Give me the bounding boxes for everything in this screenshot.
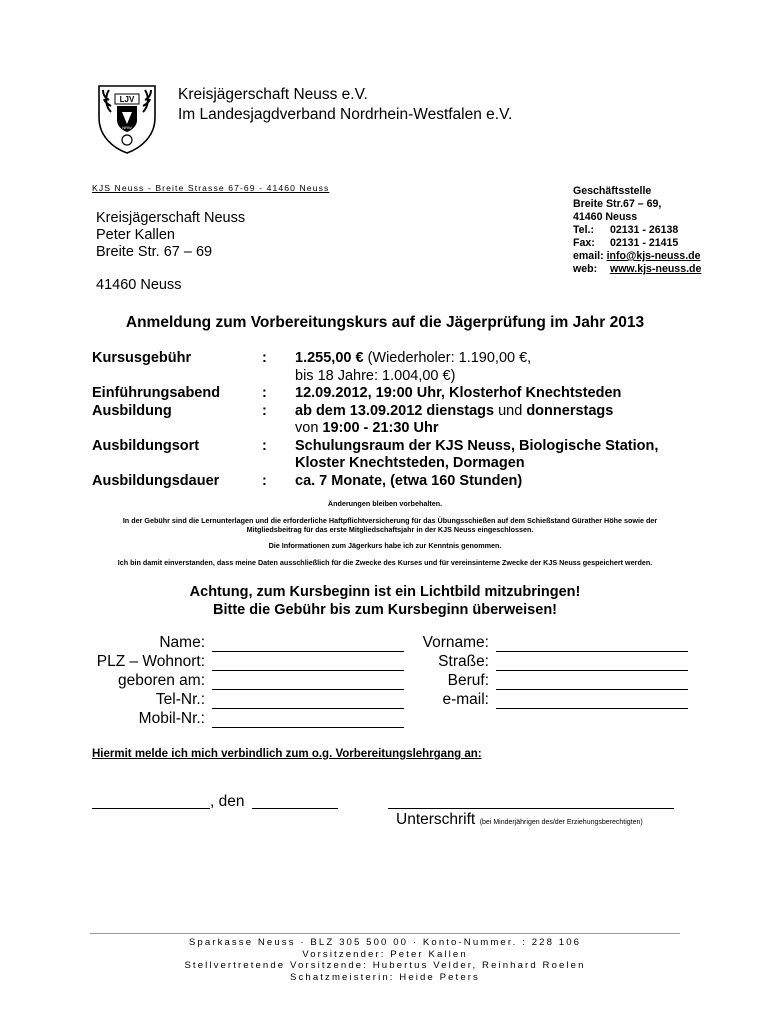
org-affiliation: Im Landesjagdverband Nordrhein-Westfalen e.V. <box>178 106 513 123</box>
attention-line-2: Bitte die Gebühr bis zum Kursbeginn überweisen! <box>212 602 557 618</box>
page-title: Anmeldung zum Vorbereitungskurs auf die Jägerprüfung im Jahr 2013 <box>125 314 645 331</box>
office-title: Geschäftsstelle <box>573 185 652 197</box>
training-start: ab dem 13.09.2012 dienstags <box>295 402 495 419</box>
signature-field[interactable] <box>388 808 674 809</box>
strasse-field[interactable] <box>496 670 688 671</box>
office-info <box>573 185 701 276</box>
recipient-line-2: Peter Kallen <box>96 227 175 243</box>
footer-bank: Sparkasse Neuss · BLZ 305 500 00 · Konto-Nummer. : 228 106 <box>188 937 582 948</box>
fee-youth: bis 18 Jahre: 1.004,00 €) <box>295 367 456 384</box>
intro-label: Einführungsabend <box>92 385 221 401</box>
tel-field-label: Tel-Nr.: <box>155 691 205 708</box>
vorname-label: Vorname: <box>422 634 489 651</box>
footer <box>0 937 770 983</box>
office-city: 41460 Neuss <box>573 211 638 223</box>
signature-caption <box>396 811 643 829</box>
signature-note: (bei Minderjährigen des/der Erziehungsberechtigten) <box>479 819 643 826</box>
footer-divider <box>90 933 680 934</box>
note-included: In der Gebühr sind die Lernunterlagen und die erforderliche Haftpflichtversicherung für das Übungsschießen auf dem Schießstand Gürather Höhe sowie der Mitgliedsbeitrag für das erste Mitgliedschaftsjahr in der KJS Neuss eingeschlossen. <box>122 516 658 534</box>
duration-value: ca. 7 Monate, (etwa 160 Stunden) <box>295 472 523 489</box>
note-changes: Änderungen bleiben vorbehalten. <box>327 499 443 508</box>
training-from: von <box>295 420 323 436</box>
sender-line: KJS Neuss - Breite Strasse 67-69 - 41460 Neuss <box>92 183 330 193</box>
attention-notice <box>0 583 770 619</box>
place-value-2: Kloster Knechtsteden, Dormagen <box>295 455 525 471</box>
attention-line-1: Achtung, zum Kursbeginn ist ein Lichtbild mitzubringen! <box>189 584 581 600</box>
recipient-line-3: Breite Str. 67 – 69 <box>96 244 213 260</box>
tel-label: Tel.: <box>573 224 594 236</box>
mobil-field[interactable] <box>212 727 404 728</box>
email-label: email: <box>573 250 604 262</box>
office-web-link[interactable]: www.kjs-neuss.de <box>609 263 702 275</box>
office-fax: 02131 - 21415 <box>609 237 679 249</box>
place-value-1: Schulungsraum der KJS Neuss, Biologische Station, <box>295 437 659 454</box>
office-email-link[interactable]: info@kjs-neuss.de <box>606 250 701 262</box>
colon: : <box>262 402 267 419</box>
training-time: 19:00 - 21:30 Uhr <box>322 420 439 436</box>
signature-label: Unterschrift <box>396 811 476 828</box>
colon: : <box>262 385 267 401</box>
plz-field[interactable] <box>212 670 404 671</box>
ljv-logo <box>95 82 159 156</box>
svg-text:NRW: NRW <box>122 125 132 130</box>
name-field[interactable] <box>212 651 404 652</box>
colon: : <box>262 437 267 454</box>
email-field-label: e-mail: <box>442 691 489 708</box>
born-field[interactable] <box>212 689 404 690</box>
office-tel: 02131 - 26138 <box>609 224 679 236</box>
footer-deputies: Stellvertretende Vorsitzende: Hubertus Velder, Reinhard Roelen <box>184 960 586 971</box>
training-day2: donnerstags <box>526 402 614 419</box>
note-info: Die Informationen zum Jägerkurs habe ich zur Kenntnis genommen. <box>268 541 502 550</box>
recipient-city: 41460 Neuss <box>96 277 182 293</box>
email-field[interactable] <box>496 708 688 709</box>
date-field[interactable] <box>252 808 338 809</box>
web-label: web: <box>573 263 598 275</box>
beruf-label: Beruf: <box>447 672 489 689</box>
colon: : <box>262 350 267 366</box>
registration-declaration: Hiermit melde ich mich verbindlich zum o.g. Vorbereitungslehrgang an: <box>92 748 482 760</box>
plz-label: PLZ – Wohnort: <box>96 653 205 670</box>
place-field[interactable] <box>92 808 210 809</box>
course-details <box>92 350 715 490</box>
office-street: Breite Str.67 – 69, <box>573 198 662 210</box>
training-label: Ausbildung <box>92 402 172 419</box>
fee-amount: 1.255,00 € <box>295 350 364 366</box>
mobil-label: Mobil-Nr.: <box>138 710 205 727</box>
fee-repeat: (Wiederholer: 1.190,00 €, <box>363 350 532 366</box>
note-data: Ich bin damit einverstanden, dass meine Daten ausschließlich für die Zwecke des Kurses und für vereinsinterne Zwecke der KJS Neuss gespeichert werden. <box>117 558 653 567</box>
training-and: und <box>494 402 527 419</box>
svg-text:LJV: LJV <box>119 95 135 104</box>
duration-label: Ausbildungsdauer <box>92 472 220 489</box>
name-label: Name: <box>159 634 205 651</box>
date-label: , den <box>210 793 245 810</box>
tel-field[interactable] <box>212 708 404 709</box>
colon: : <box>262 472 267 489</box>
strasse-label: Straße: <box>438 653 489 670</box>
footer-chair: Vorsitzender: Peter Kallen <box>302 948 468 960</box>
footer-treasurer: Schatzmeisterin: Heide Peters <box>290 971 480 983</box>
vorname-field[interactable] <box>496 651 688 652</box>
intro-value: 12.09.2012, 19:00 Uhr, Klosterhof Knechtsteden <box>295 385 622 401</box>
place-label: Ausbildungsort <box>92 437 200 454</box>
fee-label: Kursusgebühr <box>92 350 192 366</box>
beruf-field[interactable] <box>496 689 688 690</box>
born-label: geboren am: <box>117 672 205 689</box>
fax-label: Fax: <box>573 237 595 249</box>
recipient-line-1: Kreisjägerschaft Neuss <box>96 210 246 226</box>
org-name: Kreisjägerschaft Neuss e.V. <box>178 86 368 103</box>
